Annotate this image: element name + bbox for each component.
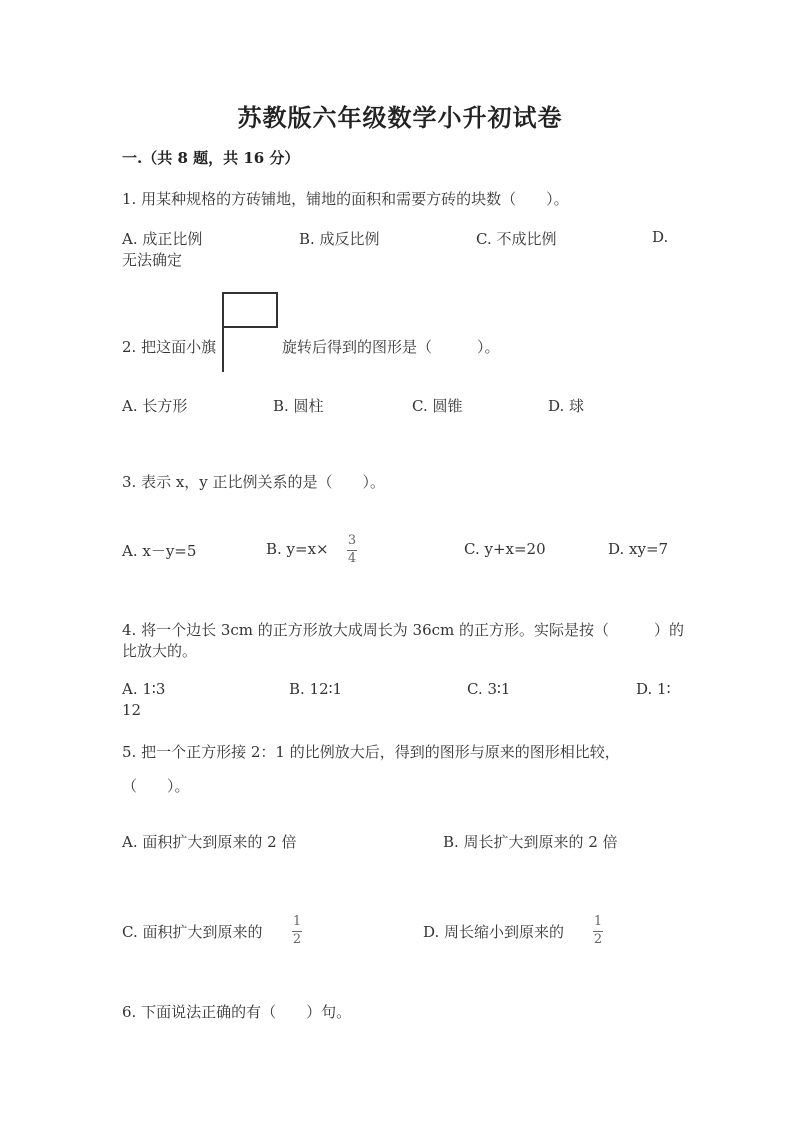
question-2-option-b: B. 圆柱 xyxy=(273,397,324,415)
question-4-text-line-2: 比放大的。 xyxy=(122,642,198,660)
fraction-numerator: 1 xyxy=(292,914,302,929)
question-2-text-start: 2. 把这面小旗 xyxy=(122,338,217,356)
question-1-option-c: C. 不成比例 xyxy=(476,230,557,248)
question-5-option-d-fraction xyxy=(593,915,603,947)
fraction-denominator: 2 xyxy=(593,932,603,947)
question-2-option-d: D. 球 xyxy=(548,397,585,415)
question-4-text-line-1: 4. 将一个边长 3cm 的正方形放大成周长为 36cm 的正方形。实际是按（ ）的 xyxy=(122,621,685,639)
question-3-option-b: B. y=x× xyxy=(266,540,329,558)
flag-figure xyxy=(221,292,281,374)
question-2-text-end: 旋转后得到的图形是（ ）。 xyxy=(282,338,500,356)
question-5-text-line-1: 5. 把一个正方形接 2：1 的比例放大后，得到的图形与原来的图形相比较， xyxy=(122,743,620,761)
question-5-option-a: A. 面积扩大到原来的 2 倍 xyxy=(122,833,297,851)
question-3-text: 3. 表示 x，y 正比例关系的是（ ）。 xyxy=(122,473,386,491)
question-5-option-d: D. 周长缩小到原来的 xyxy=(423,923,565,941)
question-4-option-a: A. 1∶3 xyxy=(122,680,166,698)
question-4-option-d: D. 1∶ xyxy=(636,680,671,698)
fraction-numerator: 3 xyxy=(347,533,357,548)
page-title: 苏教版六年级数学小升初试卷 xyxy=(237,103,563,132)
question-1-option-b: B. 成反比例 xyxy=(299,230,380,248)
question-3-option-b-fraction xyxy=(347,534,357,566)
question-3-option-a: A. x－y=5 xyxy=(122,542,197,560)
section-heading: 一.（共 8 题，共 16 分） xyxy=(122,149,300,167)
question-5-text-line-2: （ ）。 xyxy=(122,777,190,795)
question-1-option-d-continued: 无法确定 xyxy=(122,251,183,269)
question-3-option-d: D. xy=7 xyxy=(608,540,669,558)
question-1-option-d: D. xyxy=(652,228,669,246)
fraction-denominator: 4 xyxy=(347,551,357,566)
question-5-option-b: B. 周长扩大到原来的 2 倍 xyxy=(443,833,618,851)
question-2-option-c: C. 圆锥 xyxy=(412,397,463,415)
fraction-denominator: 2 xyxy=(292,932,302,947)
question-4-option-c: C. 3∶1 xyxy=(467,680,511,698)
question-3-option-c: C. y+x=20 xyxy=(464,540,546,558)
fraction-numerator: 1 xyxy=(593,914,603,929)
question-6-text: 6. 下面说法正确的有（ ）句。 xyxy=(122,1003,352,1021)
question-1-option-a: A. 成正比例 xyxy=(122,230,203,248)
question-4-option-d-continued: 12 xyxy=(122,701,142,719)
question-4-option-b: B. 12∶1 xyxy=(289,680,343,698)
question-5-option-c: C. 面积扩大到原来的 xyxy=(122,923,263,941)
question-1-text: 1. 用某种规格的方砖铺地，铺地的面积和需要方砖的块数（ ）。 xyxy=(122,190,569,208)
question-2-option-a: A. 长方形 xyxy=(122,397,188,415)
question-5-option-c-fraction xyxy=(292,915,302,947)
